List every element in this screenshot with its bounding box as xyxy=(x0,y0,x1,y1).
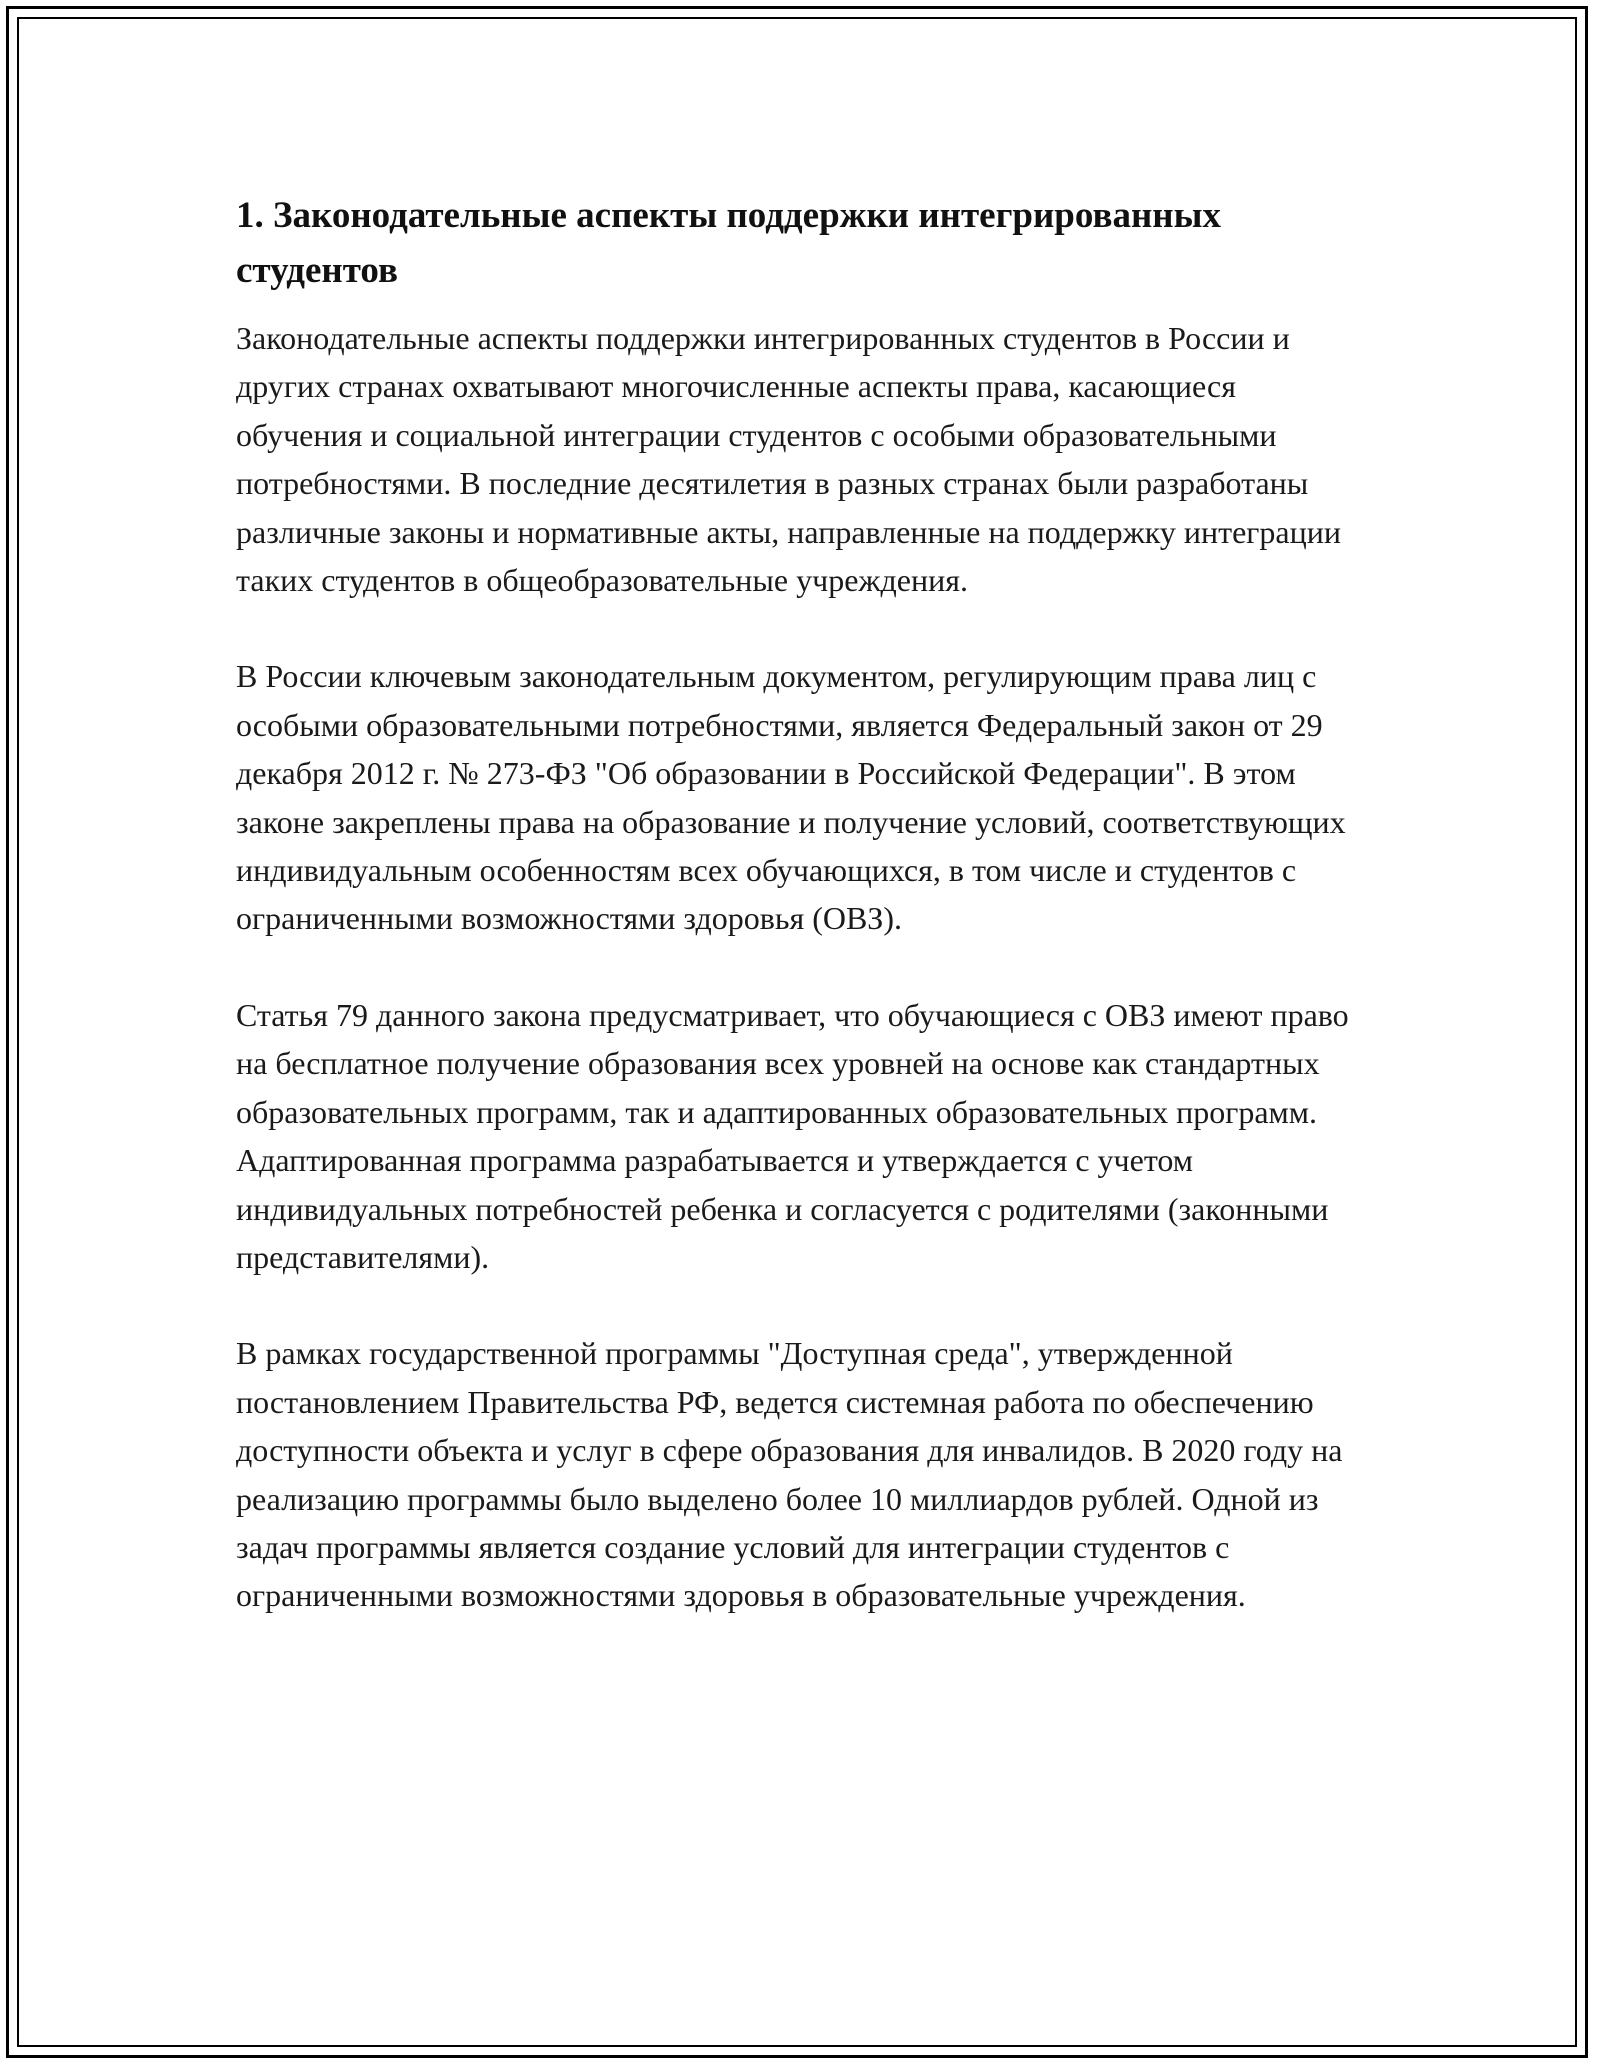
document-body xyxy=(236,188,1366,1620)
paragraph-2: В России ключевым законодательным документом, регулирующим права лиц с особыми образовательными потребностями, является Федеральный закон от 29 декабря 2012 г. № 273-ФЗ "Об образовании в Российской Федерации". В этом законе закреплены права на образование и получение условий, соответствующих индивидуальным особенностям всех обучающихся, в том числе и студентов с ограниченными возможностями здоровья (ОВЗ). xyxy=(236,658,1346,937)
paragraph-3: Статья 79 данного закона предусматривает, что обучающиеся с ОВЗ имеют право на бесплатное получение образования всех уровней на основе как стандартных образовательных программ, так и адаптированных образовательных программ. Адаптированная программа разрабатывается и утверждается с учетом индивидуальных потребностей ребенка и согласуется с родителями (законными представителями). xyxy=(236,996,1349,1275)
section-heading: 1. Законодательные аспекты поддержки интегрированных студентов xyxy=(236,195,1221,291)
paragraph-4: В рамках государственной программы "Доступная среда", утвержденной постановлением Правительства РФ, ведется системная работа по обеспечению доступности объекта и услуг в сфере образования для инвалидов. В 2020 году на реализацию программы было выделено более 10 миллиардов рублей. Одной из задач программы является создание условий для интеграции студентов с ограниченными возможностями здоровья в образовательные учреждения. xyxy=(236,1335,1343,1614)
paragraph-1: Законодательные аспекты поддержки интегрированных студентов в России и других странах охватывают многочисленные аспекты права, касающиеся обучения и социальной интеграции студентов с особыми образовательными потребностями. В последние десятилетия в разных странах были разработаны различные законы и нормативные акты, направленные на поддержку интеграции таких студентов в общеобразовательные учреждения. xyxy=(236,320,1341,599)
